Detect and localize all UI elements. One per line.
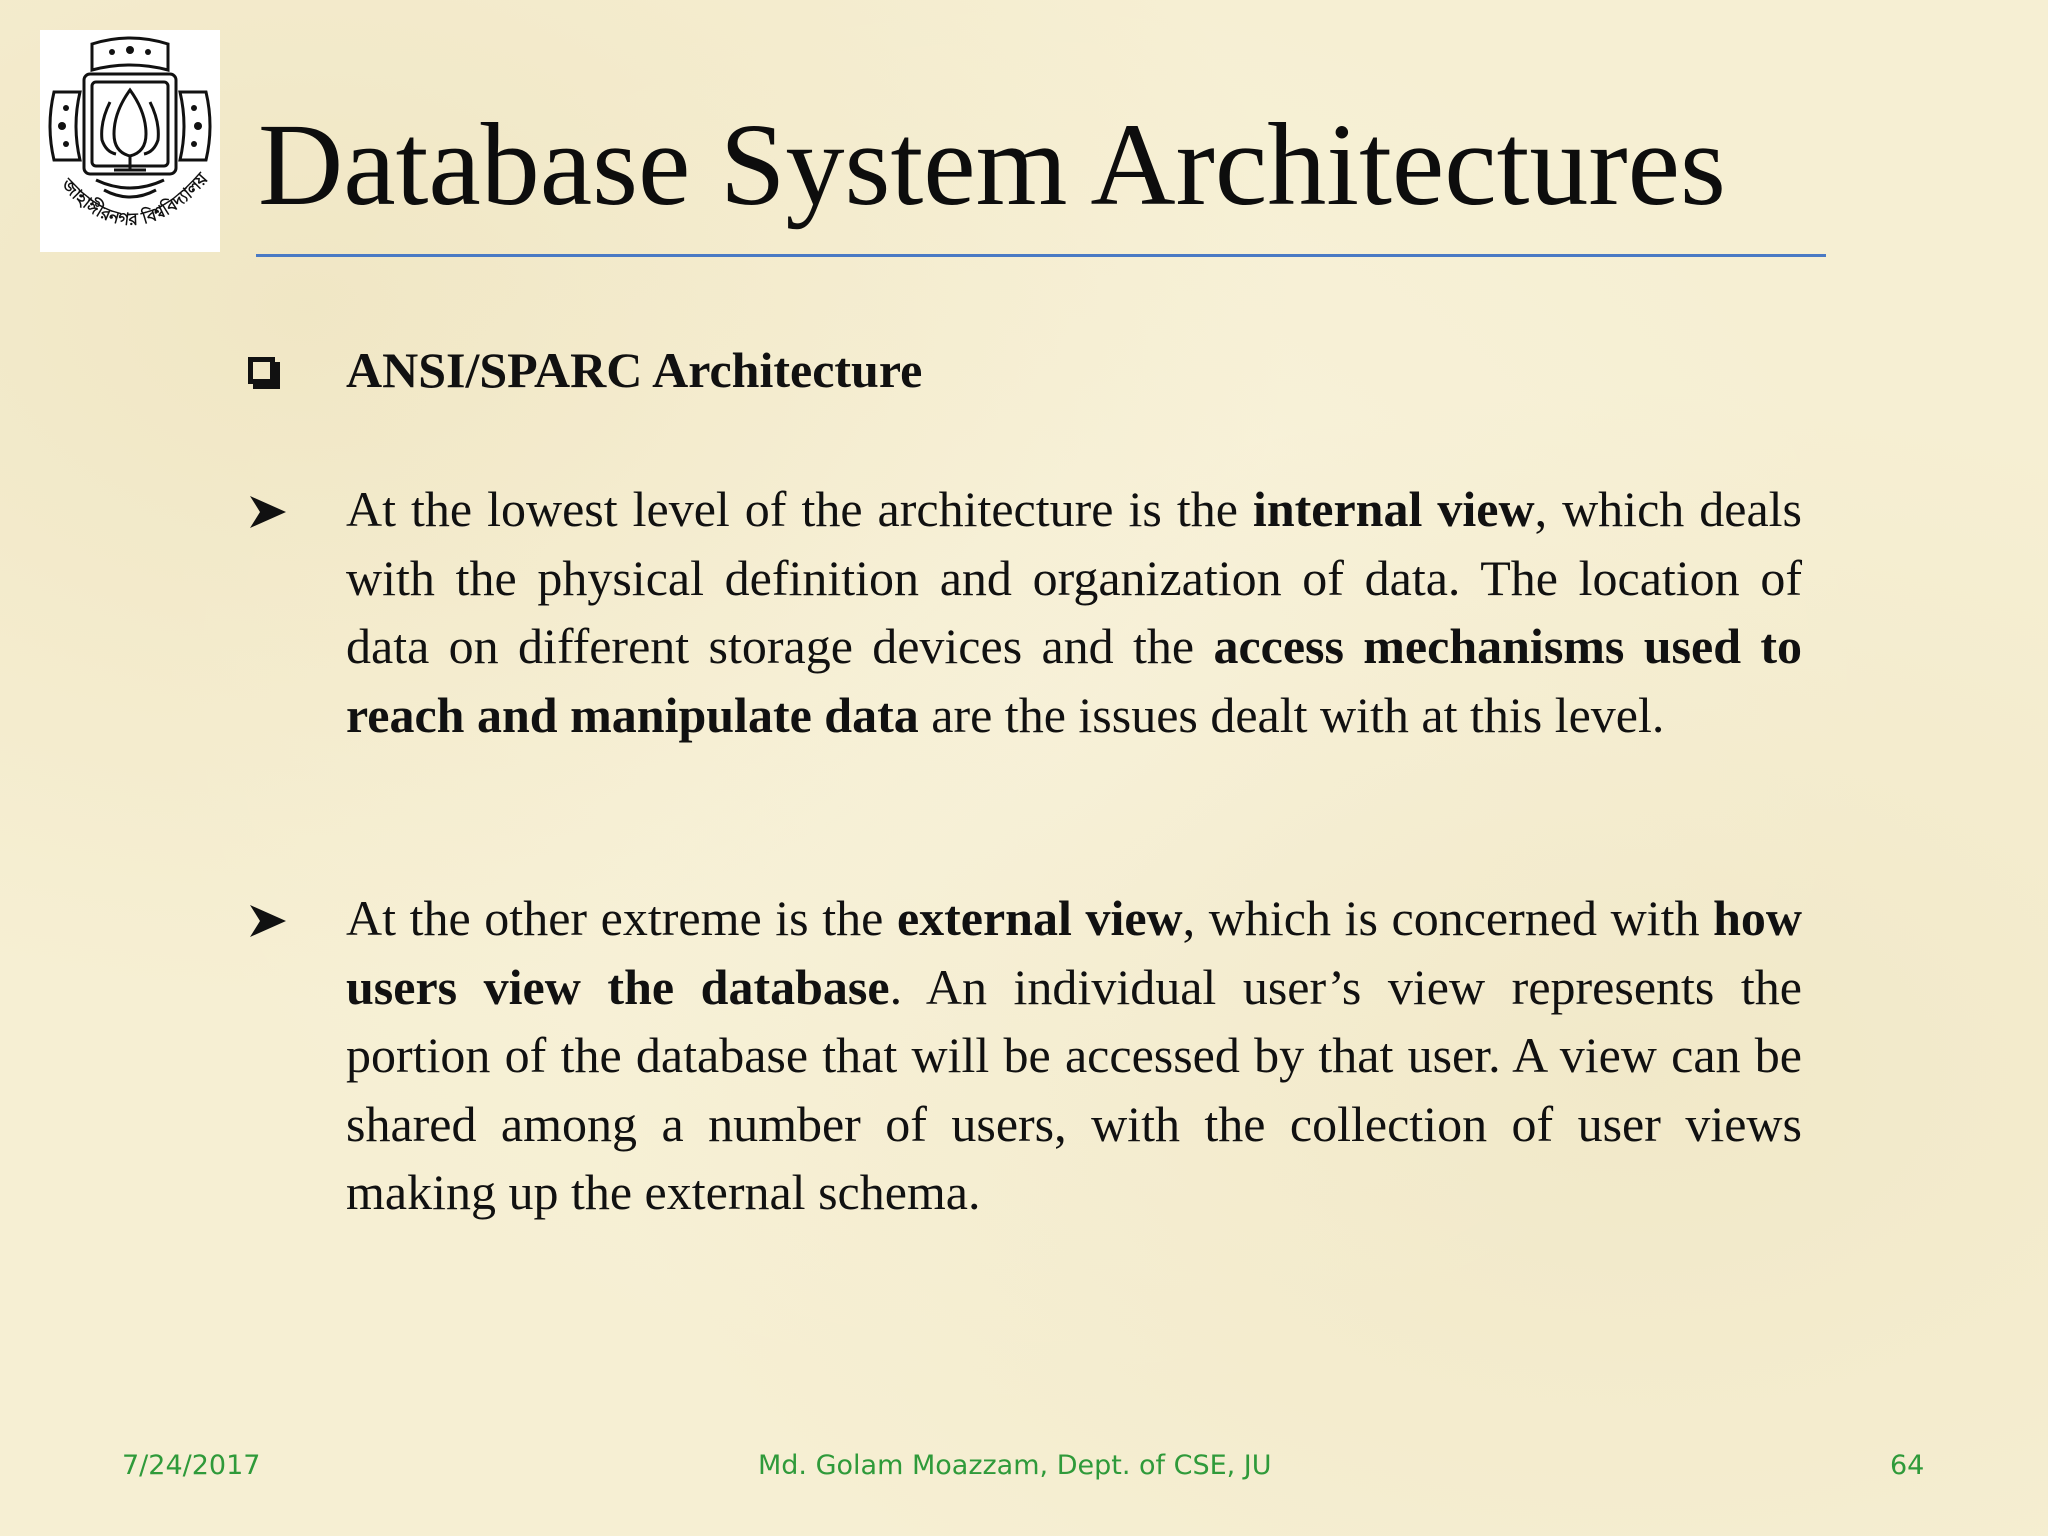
footer-page-number: 64 <box>1890 1450 1925 1481</box>
bullet-external-view <box>248 884 1808 1234</box>
slide-title: Database System Architectures <box>258 99 1726 230</box>
university-logo <box>40 30 220 252</box>
svg-text:জাহাঙ্গীরনগর বিশ্ববিদ্যালয়: জাহাঙ্গীরনগর বিশ্ববিদ্যালয় <box>57 169 213 231</box>
university-seal-icon <box>40 30 220 252</box>
footer-author: Md. Golam Moazzam, Dept. of CSE, JU <box>758 1450 1272 1481</box>
arrow-bullet-icon <box>248 904 288 938</box>
arrow-bullet-icon <box>248 495 288 529</box>
bullet-text: At the lowest level of the architecture is the internal view, which deals with the physical definition and organization of data. The location of data on different storage devices and the access mechanisms used to reach and manipulate data are the issues dealt with at this level. <box>346 481 1802 743</box>
section-heading-label: ANSI/SPARC Architecture <box>346 342 923 398</box>
footer-date: 7/24/2017 <box>122 1450 261 1481</box>
bullet-text: At the other extreme is the external view, which is concerned with how users view the database. An individual user’s view represents the portion of the database that will be accessed by that user. A view can be shared among a number of users, with the collection of user views making up the external schema. <box>346 890 1803 1220</box>
title-underline <box>256 254 1826 257</box>
checkbox-bullet-icon <box>248 357 275 384</box>
bullet-internal-view <box>248 475 1808 825</box>
